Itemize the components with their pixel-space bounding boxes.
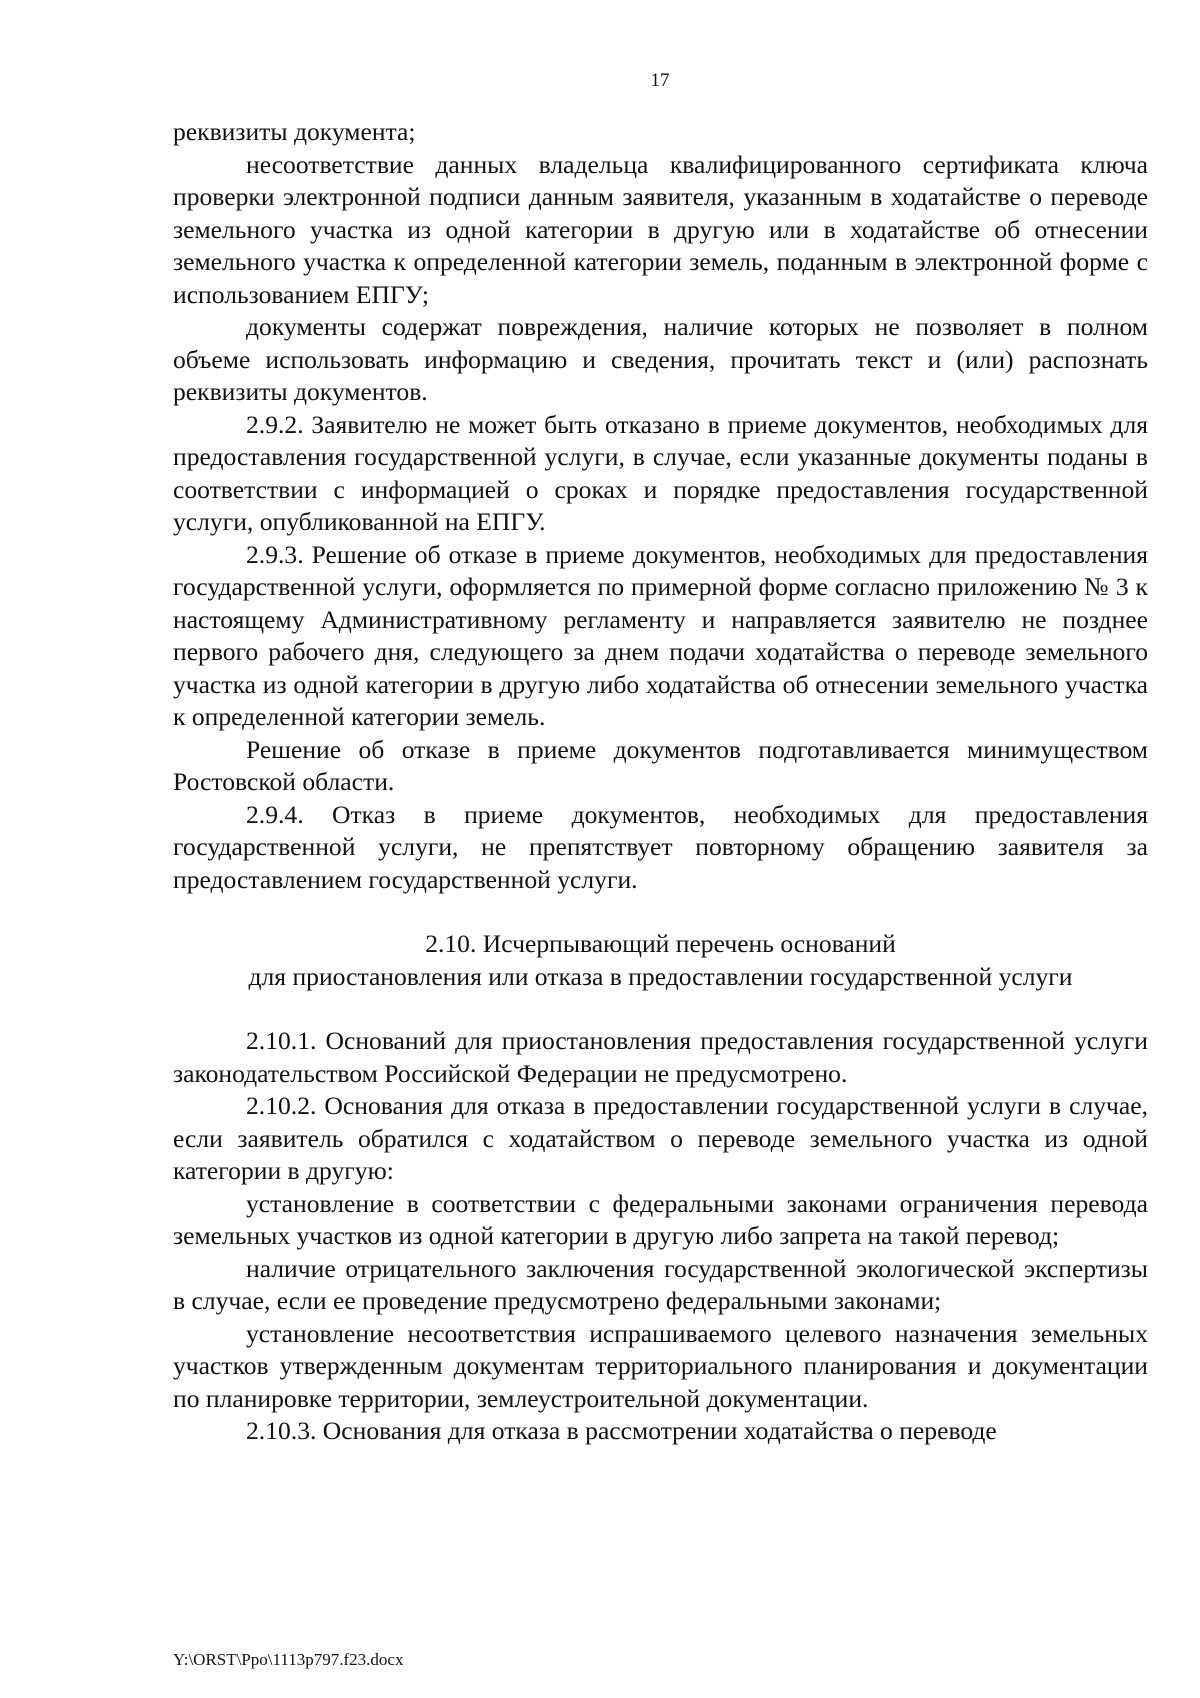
paragraph-2-9-2: 2.9.2. Заявителю не может быть отказано в приеме документов, необходимых для предоставления государственной услуги, в случае, если указанные документы поданы в соответствии с информацией о сроках и порядке предоставления государственной услуги, опубликованной на ЕПГУ. [173,409,1148,536]
paragraph-2-10-3: 2.10.3. Основания для отказа в рассмотрении ходатайства о переводе [246,1416,997,1445]
paragraph-negative-expertise: наличие отрицательного заключения государственной экологической экспертизы в случае, если ее проведение предусмотрено федеральными законами; [173,1253,1148,1315]
section-heading [173,928,1148,993]
paragraph-2-10-2: 2.10.2. Основания для отказа в предоставлении государственной услуги в случае, если заявитель обратился с ходатайством о переводе земельного участка из одной категории в другую: [173,1091,1148,1185]
section-heading-line-2: для приостановления или отказа в предоставлении государственной услуги [248,961,1073,991]
page-number: 17 [650,70,670,91]
paragraph-2-10-1: 2.10.1. Оснований для приостановления предоставления государственной услуги законодательством Российской Федерации не предусмотрено. [173,1026,1148,1088]
paragraph-decision-prepared: Решение об отказе в приеме документов подготавливается минимуществом Ростовской области. [173,734,1148,796]
paragraph-certificate-mismatch: несоответствие данных владельца квалифицированного сертификата ключа проверки электронной подписи данным заявителя, указанным в ходатайстве о переводе земельного участка из одной категории в другую или в ходатайстве об отнесении земельного участка к определенной категории земель, поданным в электронной форме с использованием ЕПГУ; [173,149,1148,309]
file-path-footer: Y:\ORST\Ppo\1113p797.f23.docx [173,1650,404,1669]
paragraph-purpose-mismatch: установление несоответствия испрашиваемого целевого назначения земельных участков утвержденным документам территориального планирования и документации по планировке территории, землеустроительной документации. [173,1318,1148,1413]
document-body [173,116,1148,1448]
paragraph-2-9-3: 2.9.3. Решение об отказе в приеме документов, необходимых для предоставления государственной услуги, оформляется по примерной форме согласно приложению № 3 к настоящему Административному регламенту и направляется заявителю не позднее первого рабочего дня, следующего за днем подачи ходатайства о переводе земельного участка из одной категории в другую либо ходатайства об отнесении земельного участка к определенной категории земель. [173,539,1148,731]
paragraph-requisites: реквизиты документа; [173,117,416,146]
section-heading-line-1: 2.10. Исчерпывающий перечень оснований [425,929,896,958]
paragraph-restriction: установление в соответствии с федеральными законами ограничения перевода земельных участков из одной категории в другую либо запрета на такой перевод; [173,1188,1148,1250]
paragraph-2-9-4: 2.9.4. Отказ в приеме документов, необходимых для предоставления государственной услуги, не препятствует повторному обращению заявителя за предоставлением государственной услуги. [173,799,1148,894]
paragraph-damaged-documents: документы содержат повреждения, наличие которых не позволяет в полном объеме использовать информацию и сведения, прочитать текст и (или) распознать реквизиты документов. [173,312,1148,406]
